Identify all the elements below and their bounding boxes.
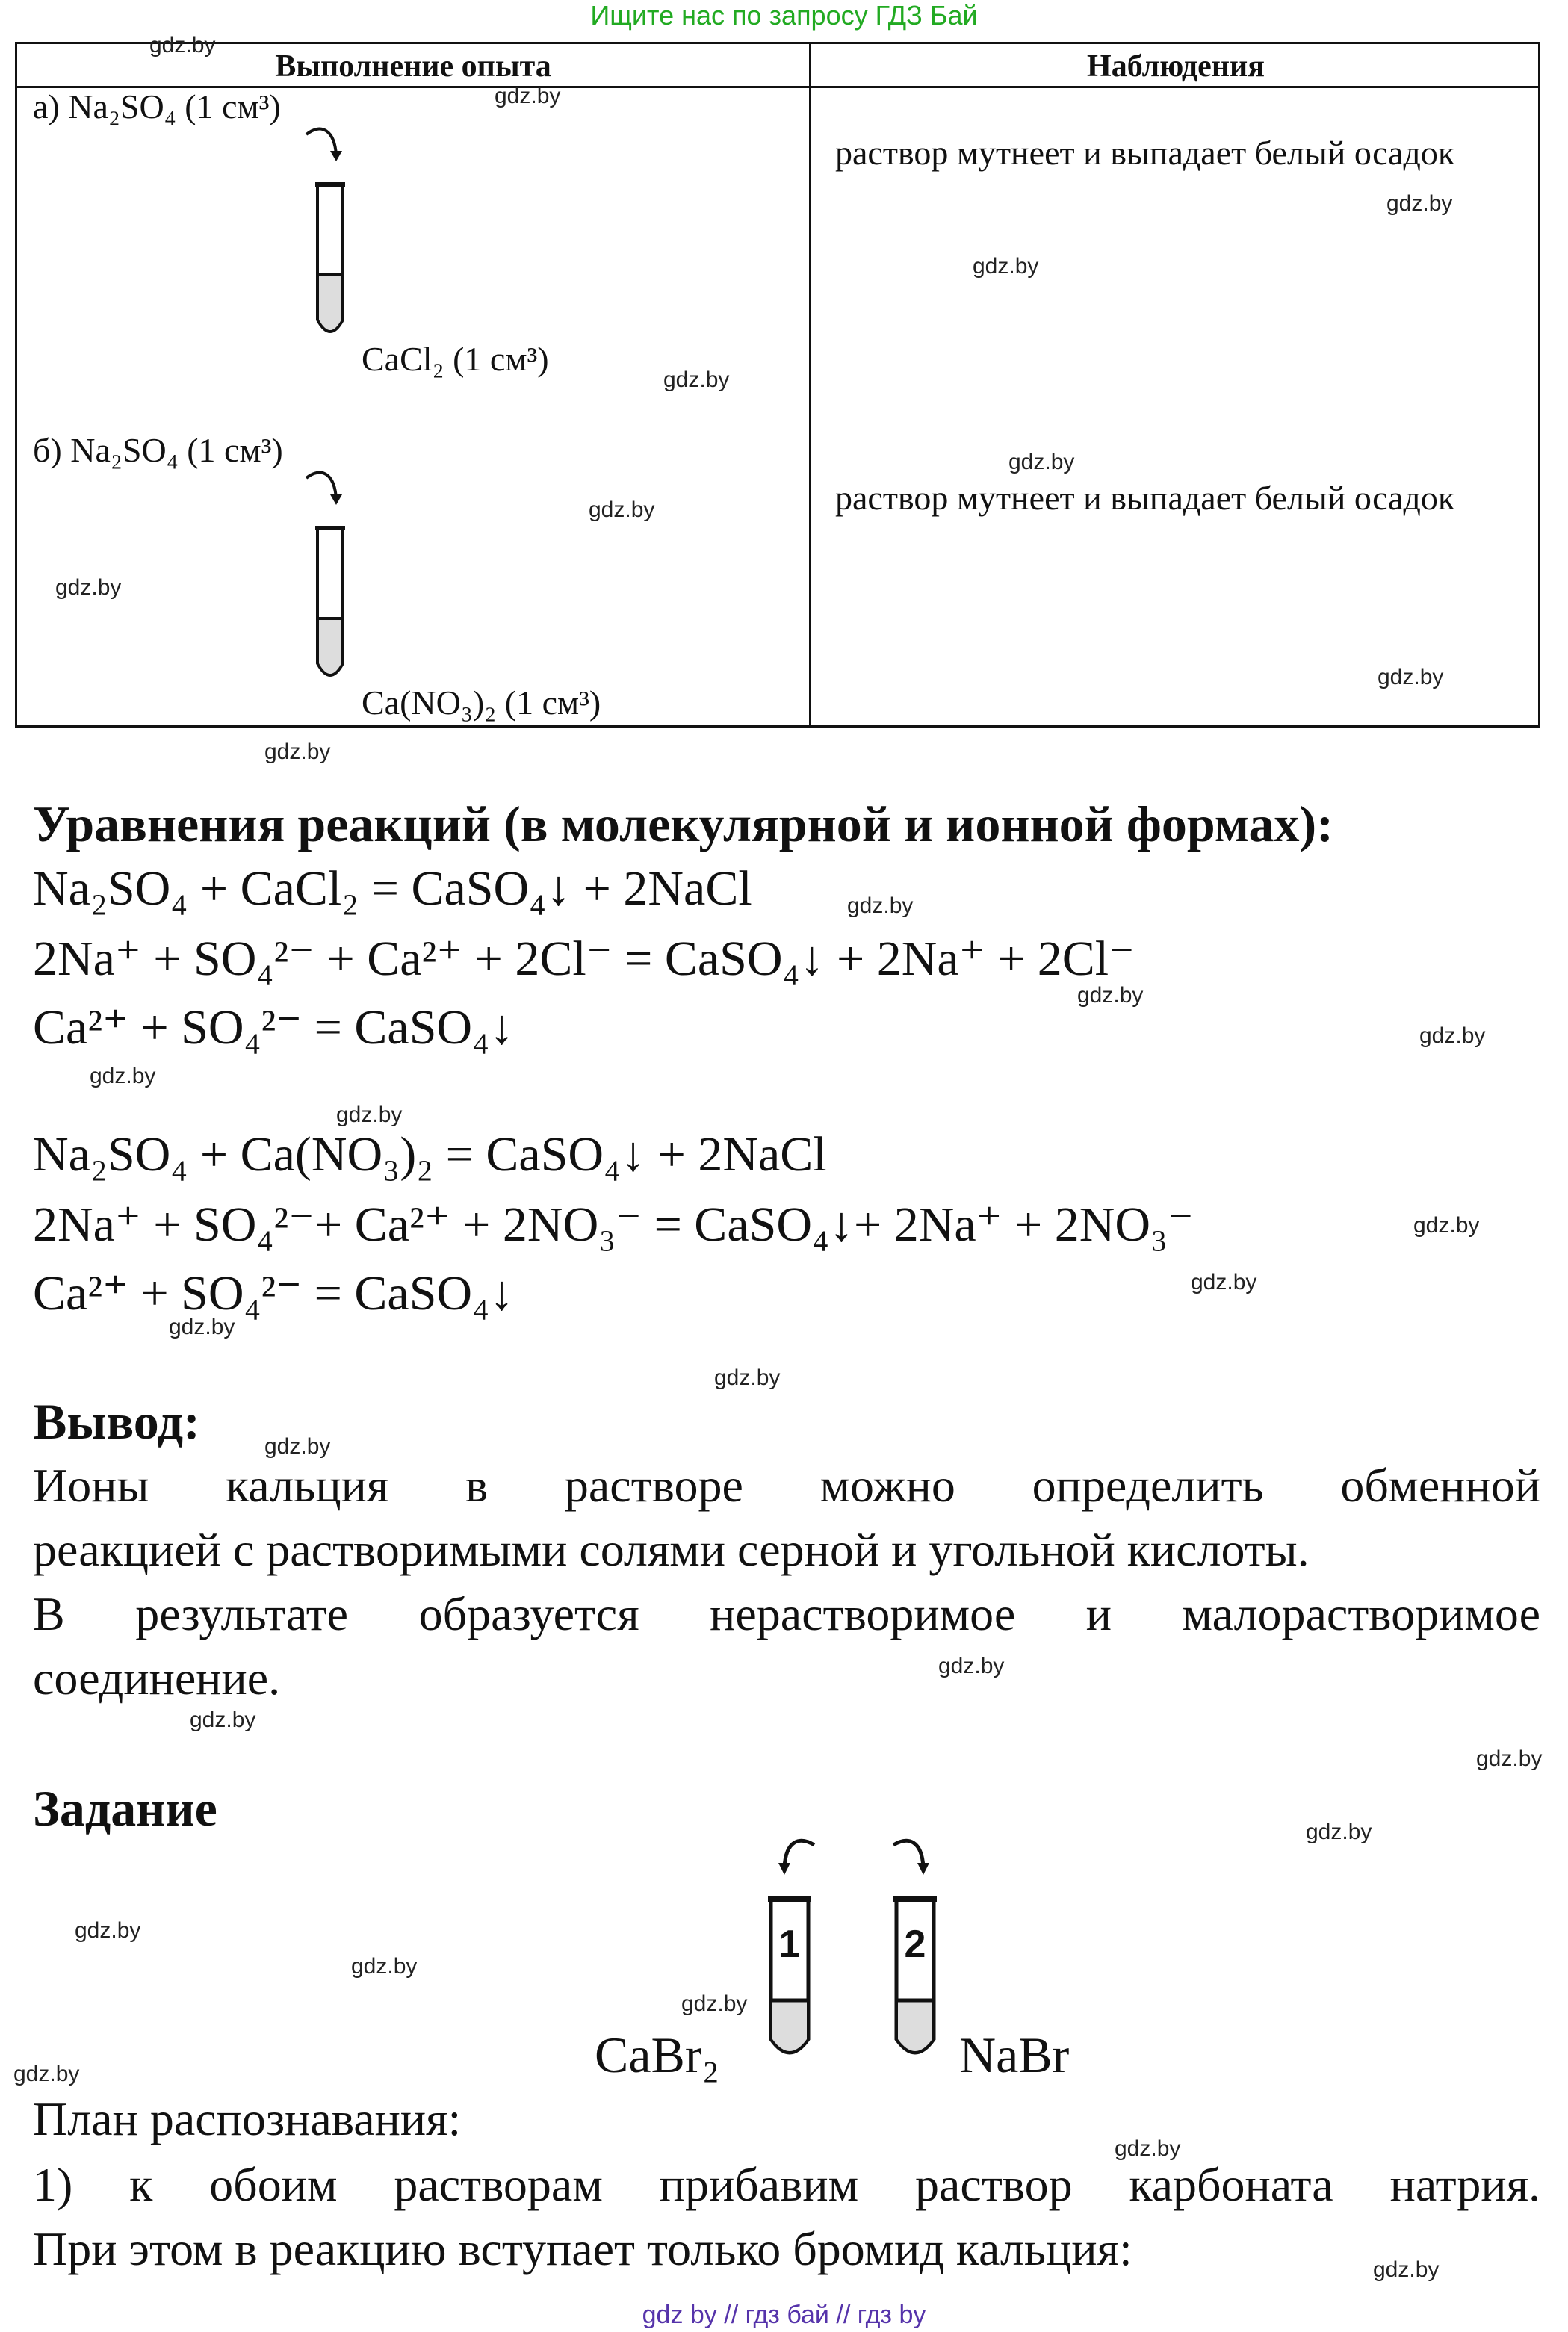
watermark: gdz.by xyxy=(973,254,1039,279)
equation-line: Na₂SO₄ + Ca(NO₃)₂ = CaSO₄↓ + 2NaCl xyxy=(33,1127,827,1182)
watermark: gdz.by xyxy=(1191,1270,1257,1294)
conclusion-line: соединение. xyxy=(33,1652,281,1705)
row-a-observation: раствор мутнеет и выпадает белый осадок xyxy=(835,134,1455,172)
watermark: gdz.by xyxy=(938,1654,1005,1678)
tube-1-label: CaBr₂ xyxy=(595,2026,720,2083)
row-b-observation: раствор мутнеет и выпадает белый осадок xyxy=(835,479,1455,517)
equation-line: Ca²⁺ + SO₄²⁻ = CaSO₄↓ xyxy=(33,1266,515,1321)
test-tube-icon xyxy=(299,125,359,350)
test-tube-icon xyxy=(299,469,359,693)
header-experiment: Выполнение опыта xyxy=(275,49,551,84)
watermark: gdz.by xyxy=(336,1103,403,1127)
watermark: gdz.by xyxy=(1386,191,1453,216)
test-tube-icon xyxy=(878,1838,968,2080)
watermark: gdz.by xyxy=(1419,1023,1486,1048)
watermark: gdz.by xyxy=(190,1708,256,1732)
tube-1-number: 1 xyxy=(778,1923,801,1966)
task-heading: Задание xyxy=(33,1780,217,1837)
tube-2-number: 2 xyxy=(904,1923,926,1966)
equation-line: 2Na⁺ + SO₄²⁻ + Ca²⁺ + 2Cl⁻ = CaSO₄↓ + 2Na⁺ + 2Cl⁻ xyxy=(33,931,1135,986)
watermark: gdz.by xyxy=(149,33,216,58)
plan-line: 1) к обоим растворам прибавим раствор карбоната натрия. xyxy=(33,2158,1540,2211)
watermark: gdz.by xyxy=(55,575,122,600)
watermark: gdz.by xyxy=(1378,665,1444,689)
header-observations: Наблюдения xyxy=(1087,49,1265,84)
equation-line: Ca²⁺ + SO₄²⁻ = CaSO₄↓ xyxy=(33,1000,515,1055)
equations-heading: Уравнения реакций (в молекулярной и ионной формах): xyxy=(33,796,1333,852)
conclusion-heading: Вывод: xyxy=(33,1393,200,1450)
watermark: gdz.by xyxy=(714,1365,781,1390)
watermark: gdz.by xyxy=(169,1315,235,1339)
plan-line: При этом в реакцию вступает только бромид кальция: xyxy=(33,2222,1132,2275)
row-b-reagent-bottom: Ca(NO₃)₂ (1 см³) xyxy=(362,683,601,722)
watermark: gdz.by xyxy=(589,497,655,522)
row-b-reagent-top: б) Na₂SO₄ (1 см³) xyxy=(33,431,283,469)
watermark: gdz.by xyxy=(681,1991,748,2016)
search-banner: Ищите нас по запросу ГДЗ Бай xyxy=(590,0,978,31)
watermark: gdz.by xyxy=(495,84,561,108)
conclusion-line: реакцией с растворимыми солями серной и угольной кислоты. xyxy=(33,1523,1310,1576)
table-column-divider xyxy=(809,44,811,725)
tube-2-label: NaBr xyxy=(959,2026,1070,2083)
equation-line: Na₂SO₄ + CaCl₂ = CaSO₄↓ + 2NaCl xyxy=(33,861,752,916)
watermark: gdz.by xyxy=(1476,1746,1543,1771)
watermark: gdz.by xyxy=(264,739,331,764)
row-a-reagent-top: а) Na₂SO₄ (1 см³) xyxy=(33,87,281,125)
plan-heading: План распознавания: xyxy=(33,2092,462,2145)
watermark: gdz.by xyxy=(264,1434,331,1459)
watermark: gdz.by xyxy=(90,1064,156,1088)
watermark: gdz.by xyxy=(663,368,730,392)
watermark: gdz.by xyxy=(847,893,914,918)
test-tube-icon xyxy=(762,1838,852,2080)
watermark: gdz.by xyxy=(1413,1213,1480,1238)
watermark: gdz.by xyxy=(1306,1820,1372,1844)
watermark: gdz.by xyxy=(1115,2136,1181,2161)
footer-links: gdz by // гдз бай // гдз by xyxy=(642,2301,926,2329)
watermark: gdz.by xyxy=(13,2062,80,2086)
watermark: gdz.by xyxy=(351,1954,418,1979)
conclusion-line: В результате образуется нерастворимое и малорастворимое xyxy=(33,1587,1540,1640)
watermark: gdz.by xyxy=(1077,983,1144,1008)
watermark: gdz.by xyxy=(75,1918,141,1943)
equation-line: 2Na⁺ + SO₄²⁻+ Ca²⁺ + 2NO₃⁻ = CaSO₄↓+ 2Na⁺ + 2NO₃⁻ xyxy=(33,1197,1194,1252)
conclusion-line: Ионы кальция в растворе можно определить обменной xyxy=(33,1459,1540,1512)
row-a-reagent-bottom: CaCl₂ (1 см³) xyxy=(362,340,549,378)
watermark: gdz.by xyxy=(1008,450,1075,474)
watermark: gdz.by xyxy=(1373,2257,1440,2282)
